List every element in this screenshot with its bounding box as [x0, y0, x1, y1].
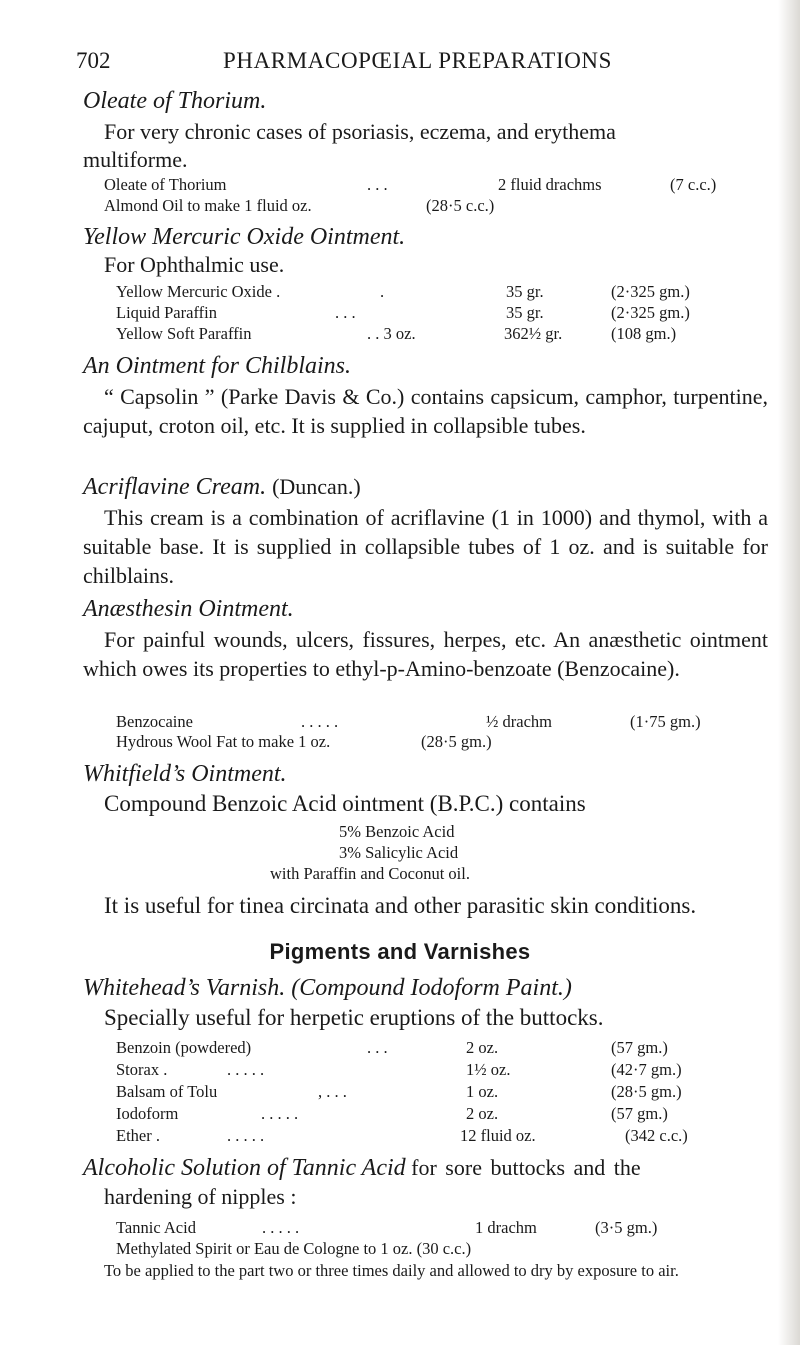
anaesthesin-text: For painful wounds, ulcers, fissures, herpes, etc. An anæsthetic ointment which owes its properties to ethyl-p-Amino-benzoate (Benzocaine).: [83, 627, 768, 681]
rx-line: Benzoin (powdered): [116, 1038, 252, 1057]
yellow-text: For Ophthalmic use.: [104, 252, 285, 277]
rx-metric: (3·5 gm.): [595, 1218, 658, 1237]
rx-quantity: 2 oz.: [466, 1038, 499, 1057]
rx-quantity: 1 drachm: [475, 1218, 537, 1237]
rx-metric: (57 gm.): [611, 1104, 668, 1123]
rx-line: Iodoform: [116, 1104, 179, 1123]
rx-quantity: 35 gr.: [506, 282, 544, 301]
rx-dots: . . . . .: [262, 1218, 300, 1237]
section-title-tannic: Alcoholic Solution of Tannic Acid: [83, 1155, 406, 1181]
oleate-text-line1: For very chronic cases of psoriasis, eczema, and erythema: [104, 119, 616, 144]
rx-quantity: 1½ oz.: [466, 1060, 511, 1079]
rx-quantity: 12 fluid oz.: [460, 1126, 536, 1145]
rx-quantity: 2 fluid drachms: [498, 175, 602, 194]
rx-metric: (1·75 gm.): [630, 712, 701, 731]
rx-metric: (108 gm.): [611, 324, 677, 343]
rx-dots: . . . . .: [227, 1126, 265, 1145]
section-title-chilblains: An Ointment for Chilblains.: [83, 353, 352, 379]
rx-line: Storax .: [116, 1060, 168, 1079]
acriflavine-source: (Duncan.): [272, 474, 361, 499]
rx-metric: (7 c.c.): [670, 175, 717, 194]
section-title-yellow-mercuric: Yellow Mercuric Oxide Ointment.: [83, 224, 406, 250]
tannic-heading-line: Alcoholic Solution of Tannic Acid for sore buttocks and the: [83, 1155, 641, 1181]
rx-quantity: ½ drachm: [486, 712, 552, 731]
whitehead-alt-name: (Compound Iodoform Paint.): [291, 975, 572, 1001]
rx-metric: (57 gm.): [611, 1038, 668, 1057]
rx-line: Tannic Acid: [116, 1218, 196, 1237]
page-edge-shadow: [778, 0, 800, 1345]
oleate-text-line2: multiforme.: [83, 147, 188, 172]
rx-line: Benzocaine: [116, 712, 193, 731]
rx-line: Ether .: [116, 1126, 160, 1145]
tannic-directions: To be applied to the part two or three times daily and allowed to dry by exposure to air.: [104, 1261, 679, 1280]
chilblains-text: “ Capsolin ” (Parke Davis & Co.) contains capsicum, camphor, turpentine, cajuput, croton oil, etc. It is supplied in collapsible tubes.: [83, 384, 768, 438]
acriflavine-text: This cream is a combination of acriflavine (1 in 1000) and thymol, with a suitable base. It is supplied in collapsible tubes of 1 oz. and is suitable for chilblains.: [83, 505, 768, 588]
rx-dots: , . . .: [318, 1082, 347, 1101]
rx-quantity: 35 gr.: [506, 303, 544, 322]
rx-line: Liquid Paraffin: [116, 303, 217, 322]
section-title-oleate: Oleate of Thorium.: [83, 88, 267, 114]
rx-metric: (2·325 gm.): [611, 303, 690, 322]
rx-quantity: 2 oz.: [466, 1104, 499, 1123]
section-heading-pigments: Pigments and Varnishes: [269, 939, 531, 964]
rx-dots: . . . . .: [301, 712, 339, 731]
rx-metric: (28·5 gm.): [421, 732, 492, 751]
rx-metric: (42·7 gm.): [611, 1060, 682, 1079]
rx-line: Yellow Mercuric Oxide .: [116, 282, 281, 301]
rx-dots: . . .: [367, 175, 388, 194]
rx-quantity: 362½ gr.: [504, 324, 563, 343]
rx-dots: . . .: [367, 1038, 388, 1057]
whitfield-ingredient: 3% Salicylic Acid: [339, 843, 459, 862]
section-title-whitehead: Whitehead’s Varnish. (Compound Iodoform Paint.): [83, 975, 572, 1001]
running-title: PHARMACOPŒIAL PREPARATIONS: [223, 48, 613, 73]
whitfield-ingredient: 5% Benzoic Acid: [339, 822, 455, 841]
rx-dots: . . 3 oz.: [367, 324, 416, 343]
rx-line: Balsam of Tolu: [116, 1082, 218, 1101]
rx-line: Yellow Soft Paraffin: [116, 324, 252, 343]
rx-quantity: 1 oz.: [466, 1082, 499, 1101]
whitfield-note: It is useful for tinea circinata and other parasitic skin conditions.: [104, 893, 697, 918]
rx-line: Almond Oil to make 1 fluid oz.: [104, 196, 312, 215]
rx-metric: (28·5 c.c.): [426, 196, 495, 215]
whitfield-ingredient: with Paraffin and Coconut oil.: [270, 864, 470, 883]
rx-metric: (28·5 gm.): [611, 1082, 682, 1101]
rx-dots: . . . . .: [261, 1104, 299, 1123]
rx-line: Oleate of Thorium: [104, 175, 227, 194]
rx-metric: (342 c.c.): [625, 1126, 688, 1145]
rx-dots: . . .: [335, 303, 356, 322]
section-title-whitfield: Whitfield’s Ointment.: [83, 761, 287, 787]
rx-dots: .: [380, 282, 385, 301]
rx-line: Hydrous Wool Fat to make 1 oz.: [116, 732, 331, 751]
page-header: [76, 48, 758, 80]
section-title-acriflavine: Acriflavine Cream. (Duncan.): [83, 474, 361, 500]
rx-dots: . . . . .: [227, 1060, 265, 1079]
page-number: 702: [76, 48, 111, 73]
rx-metric: (2·325 gm.): [611, 282, 690, 301]
whitfield-text: Compound Benzoic Acid ointment (B.P.C.) contains: [104, 791, 586, 816]
whitehead-text: Specially useful for herpetic eruptions of the buttocks.: [104, 1005, 604, 1030]
tannic-text-line2: hardening of nipples :: [104, 1184, 297, 1209]
rx-line: Methylated Spirit or Eau de Cologne to 1 oz. (30 c.c.): [116, 1239, 472, 1258]
section-title-anaesthesin: Anæsthesin Ointment.: [83, 596, 294, 622]
